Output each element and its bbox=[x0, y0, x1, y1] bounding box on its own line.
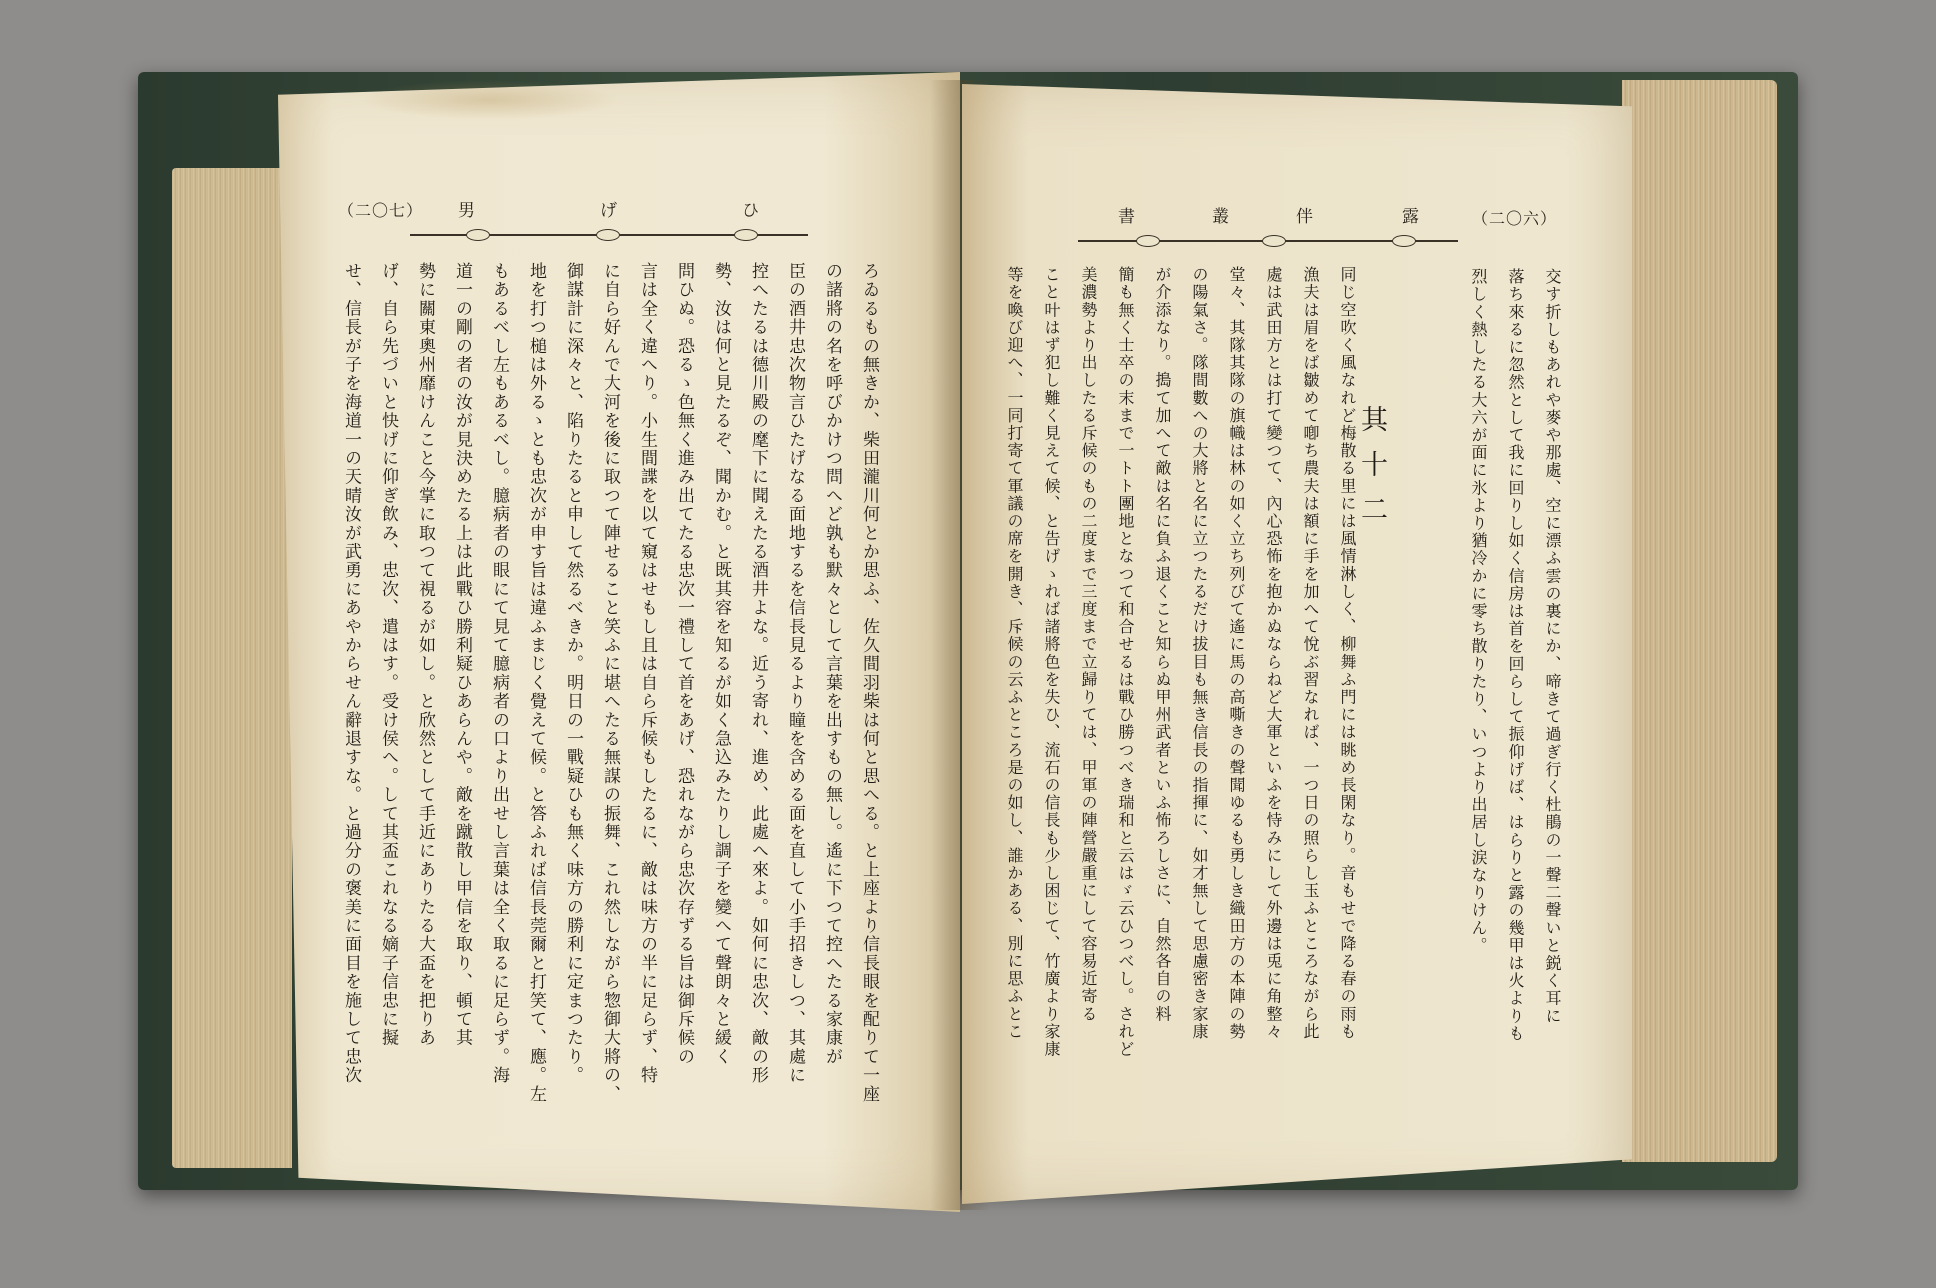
left-running-title-1: ひ bbox=[742, 201, 759, 221]
text-line: 烈しく熱したる大六が面に氷より猶冷かに零ち散りたり、いつより出居し涙なりけん。 bbox=[1469, 268, 1488, 955]
section-heading: 其十二 bbox=[1356, 405, 1387, 540]
right-page-text-main bbox=[996, 266, 1366, 1066]
text-line: が介添なり。搗て加へて敵は名に負ふ退くこと知らぬ甲州武者といふ怖ろしさに、自然各自の料 bbox=[1153, 266, 1172, 1023]
right-running-title-2: 伴 bbox=[1296, 207, 1313, 227]
text-line: の諸將の名を呼びかけつ問へど孰も默々として言葉を出すもの無し。遙に下つて控へたる家康が bbox=[822, 262, 842, 1067]
left-running-title-3: 男 bbox=[458, 201, 475, 221]
text-line: 道一の剛の者の汝が見決めたる上は此戰ひ勝利疑ひあらんや。敵を蹴散し甲信を取り、頓て其 bbox=[452, 262, 472, 1048]
text-line: もあるべし左もあるべし。臆病者の眼にて見て臆病者の口より出せし言葉は全く取るに足らず。海 bbox=[489, 262, 509, 1085]
right-header-ornament bbox=[1262, 235, 1286, 247]
text-line: こと叶はず犯し難く見えて候、と告げゝれば諸將色を失ひ、流石の信長も少し困じて、竹廣より家康 bbox=[1042, 266, 1061, 1058]
left-header-ornament bbox=[466, 229, 490, 241]
text-line: 漁夫は眉をば皺めて喞ち農夫は額に手を加へて悅ぶ習なれば、一つ日の照らし玉ふところながら此 bbox=[1301, 266, 1320, 1041]
left-running-title-2: げ bbox=[600, 201, 617, 221]
right-page-edges bbox=[1622, 80, 1777, 1162]
text-line: に自ら好んで大河を後に取つて陣せること笑ふに堪へたる無謀の振舞、これ然しながら惣御大將の、 bbox=[600, 262, 620, 1104]
text-line: せ、信長が子を海道一の天晴汝が武勇にあやからせん辭退すな。と過分の褒美に面目を施して忠次 bbox=[341, 262, 361, 1085]
text-line: 同じ空吹く風なれど梅散る里には風情淋しく、柳舞ふ門には眺め長閑なり。音もせで降る春の雨も bbox=[1338, 266, 1357, 1041]
text-line: 勢に關東奧州靡けんこと今掌に取つて視るが如し。と欣然として手近にありたる大盃を把りあ bbox=[415, 262, 435, 1048]
right-running-title-1: 露 bbox=[1402, 207, 1419, 227]
left-header-ornament bbox=[734, 229, 758, 241]
right-running-title-4: 書 bbox=[1118, 207, 1135, 227]
right-header-ornament bbox=[1392, 235, 1416, 247]
right-header-ornament bbox=[1136, 235, 1160, 247]
text-line: 御謀計に深々と、陷りたると申して然るべきか。明日の一戰疑ひも無く味方の勝利に定まつたり。 bbox=[563, 262, 583, 1085]
left-page-number: （二〇七） bbox=[338, 201, 424, 220]
right-page-number: （二〇六） bbox=[1472, 209, 1558, 228]
text-line: 美濃勢より出したる斥候のもの二度まで三度まで立歸りては、甲軍の陣營嚴重にして容易近寄る bbox=[1079, 266, 1098, 1023]
text-line: 落ち來るに忽然として我に回りし如く信房は首を回らして振仰げば、はらりと露の幾甲は火よりも bbox=[1506, 268, 1525, 1043]
text-line: 交す折しもあれや麥や那處、空に漂ふ雲の裏にか、啼きて過ぎ行く杜鵑の一聲二聲いと鋭く耳に bbox=[1543, 268, 1562, 1025]
right-page-text-top bbox=[1460, 268, 1571, 1048]
text-line: げ、自ら先づいと快げに仰ぎ飲み、忠次、遣はす。受け侯へ。して其盃これなる嫡子信忠に擬 bbox=[378, 262, 398, 1048]
text-line: 處は武田方とは打て變つて、內心恐怖を抱かぬならねど大軍といふを恃みにして外邊は兎に角整々 bbox=[1264, 266, 1283, 1041]
text-line: 問ひぬ。恐るゝ色無く進み出てたる忠次一禮して首をあげ、恐れながら忠次存ずる旨は御斥候の bbox=[674, 262, 694, 1067]
text-line: 簡も無く士卒の末まで一トト團地となつて和合せるは戰ひ勝つべき瑞和と云はゞ云ひつべし。されど bbox=[1116, 266, 1135, 1058]
text-line: 臣の酒井忠次物言ひたげなる面地するを信長見るより瞳を含める面を直して小手招きしつ、其處に bbox=[785, 262, 805, 1085]
right-running-title-3: 叢 bbox=[1212, 207, 1229, 227]
text-line: 言は全く違へり。小生間諜を以て窺はせもし且は自ら斥候もしたるに、敵は味方の半に足らず、特 bbox=[637, 262, 657, 1085]
left-page-edges bbox=[172, 168, 292, 1168]
left-page-text bbox=[332, 262, 887, 1122]
text-line: 勢、汝は何と見たるぞ、聞かむ。と既其容を知るが如く急込みたりし調子を變へて聲朗々と緩く bbox=[711, 262, 731, 1067]
page-stain bbox=[360, 80, 620, 120]
text-line: 控へたるは德川殿の麾下に聞えたる酒井よな。近う寄れ、進め、此處へ來よ。如何に忠次、敵の形 bbox=[748, 262, 768, 1085]
text-line: 堂々、其隊其隊の旗幟は林の如く立ち列びて遙に馬の高嘶きの聲聞ゆるも勇しき織田方の本陣の勢 bbox=[1227, 266, 1246, 1041]
text-line: 地を打つ槌は外るゝとも忠次が申す旨は違ふまじく覺えて候。と答ふれば信長莞爾と打笑て、應。左 bbox=[526, 262, 546, 1104]
left-header-ornament bbox=[596, 229, 620, 241]
text-line: ろゐるもの無きか、柴田瀧川何とか思ふ、佐久間羽柴は何と思へる。と上座より信長眼を配りて一座 bbox=[859, 262, 879, 1104]
text-line: の陽氣さ。隊間數への大將と名に立つたるだけ拔目も無き信長の指揮に、如才無して思慮密き家康 bbox=[1190, 266, 1209, 1041]
text-line: 等を喚び迎へ、一同打寄て軍議の席を開き、斥候の云ふところ是の如し、誰かある、別に思ふとこ bbox=[1005, 266, 1024, 1041]
